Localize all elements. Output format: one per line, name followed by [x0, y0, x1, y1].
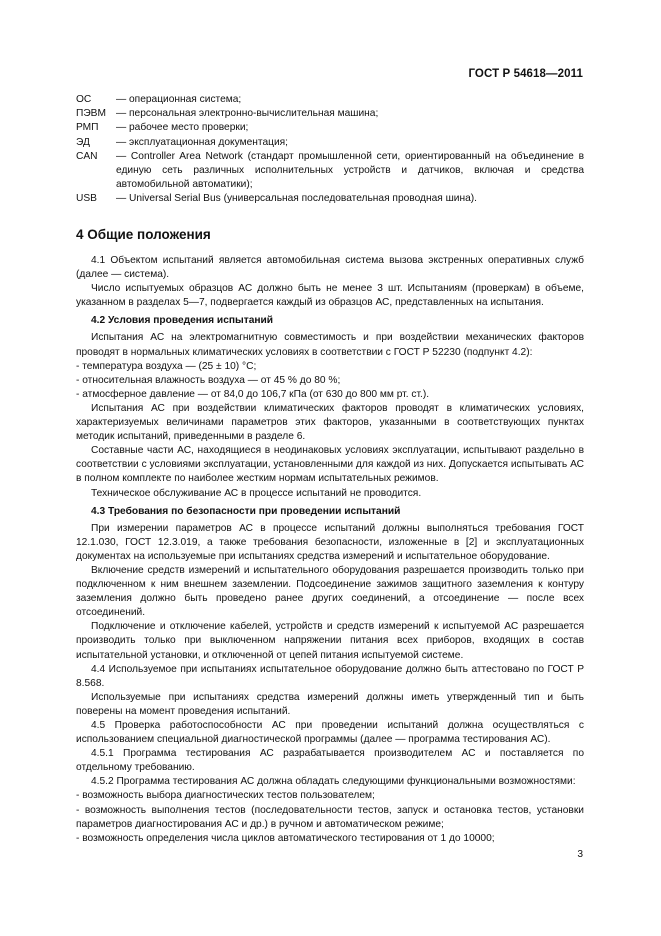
abbreviation-term: CAN — [76, 150, 98, 162]
paragraph: Используемые при испытаниях средства измерений должны иметь утвержденный тип и быть поверены на момент проведения испытаний. — [76, 691, 584, 717]
section-body — [76, 254, 584, 846]
abbreviation-term: ОС — [76, 94, 92, 105]
paragraph: Подключение и отключение кабелей, устройств и средств измерений к испытуемой АС разрешается производить только при выключенном напряжении питания всех приборов, входящих в состав испытательной установки, и отключенной от цепей питания испытуемой системе. — [76, 621, 584, 661]
paragraph: Испытания АС при воздействии климатических факторов проводят в климатических условиях, характеризуемых величинами параметров этих факторов, указанными в соответствующих пунктах методик испытаний, приведенными в разделе 6. — [76, 402, 584, 443]
paragraph: Испытания АС на электромагнитную совместимость и при воздействии механических факторов проводят в нормальных климатических условиях в соответствии с ГОСТ Р 52230 (подпункт 4.2): — [76, 332, 584, 358]
abbreviation-row — [76, 192, 584, 206]
list-item: - возможность определения числа циклов автоматического тестирования от 1 до 10000; — [76, 832, 495, 844]
abbreviation-definition: — эксплуатационная документация; — [116, 136, 288, 148]
paragraph: Составные части АС, находящиеся в неодинаковых условиях эксплуатации, испытывают раздельно в соответствии с условиями эксплуатации, установленными для каждой из них. Допускается испытывать АС в полном комплекте по наиболее жестким нормам испытательных режимов. — [76, 445, 584, 485]
abbreviation-definition: — персональная электронно-вычислительная машина; — [116, 108, 379, 120]
abbreviation-list — [76, 93, 584, 207]
abbreviation-term: РМП — [76, 122, 99, 134]
paragraph: При измерении параметров АС в процессе испытаний должны выполняться требования ГОСТ 12.1.030, ГОСТ 12.3.019, а также требования безопасности, изложенные в [2] и эксплуатационных документах на используемые при испытаниях средства измерений и испытательное оборудование. — [76, 522, 584, 562]
abbreviation-row — [76, 121, 584, 135]
abbreviation-term: USB — [76, 193, 97, 205]
abbreviation-term: ЭД — [76, 136, 90, 148]
section-heading: 4 Общие положения — [76, 227, 211, 242]
paragraph: 4.4 Используемое при испытаниях испытательное оборудование должно быть аттестовано по ГОСТ Р 8.568. — [76, 663, 584, 689]
paragraph: Включение средств измерений и испытательного оборудования разрешается производить только при подключенном к ним внешнем заземлении. Подсоединение зажимов защитного заземления к контуру заземления должно быть проведено ранее других соединений, а отсоединение — после всех отсоединений. — [76, 564, 584, 619]
abbreviation-term: ПЭВМ — [76, 108, 106, 120]
document-header: ГОСТ Р 54618—2011 — [468, 68, 583, 80]
abbreviation-definition: — операционная система; — [116, 94, 242, 105]
abbreviation-row — [76, 93, 584, 107]
paragraph: 4.5.1 Программа тестирования АС разрабатывается производителем АС и поставляется по отдельному требованию. — [76, 748, 584, 774]
abbreviation-definition: — рабочее место проверки; — [116, 122, 249, 134]
paragraph: 4.5.2 Программа тестирования АС должна обладать следующими функциональными возможностями: — [91, 776, 576, 788]
abbreviation-row — [76, 107, 584, 121]
list-item: - температура воздуха — (25 ± 10) °С; — [76, 360, 257, 372]
abbreviation-definition: — Universal Serial Bus (универсальная последовательная проводная шина). — [116, 193, 477, 205]
list-item: - возможность выполнения тестов (последовательности тестов, запуск и остановка тестов, установки параметров диагностирования АС и др.) в ручном и автоматическом режиме; — [76, 804, 584, 830]
list-item: - атмосферное давление — от 84,0 до 106,7 кПа (от 630 до 800 мм рт. ст.). — [76, 388, 430, 400]
paragraph: Техническое обслуживание АС в процессе испытаний не проводится. — [91, 487, 422, 499]
paragraph: 4.1 Объектом испытаний является автомобильная система вызова экстренных оперативных служб (далее — система). — [76, 255, 584, 281]
list-item: - возможность выбора диагностических тестов пользователем; — [76, 790, 375, 802]
subsection-heading: 4.2 Условия проведения испытаний — [91, 315, 274, 327]
page-number: 3 — [577, 849, 583, 860]
paragraph: Число испытуемых образцов АС должно быть не менее 3 шт. Испытаниям (проверкам) в объеме, указанном в разделах 5—7, подвергается каждый из образцов АС, представленных на испытания. — [76, 283, 584, 309]
abbreviation-row — [76, 150, 584, 193]
list-item: - относительная влажность воздуха — от 45 % до 80 %; — [76, 374, 341, 386]
paragraph: 4.5 Проверка работоспособности АС при проведении испытаний должна осуществляться с использованием специальной диагностической программы (далее — программа тестирования АС). — [76, 720, 584, 746]
abbreviation-row — [76, 136, 584, 150]
abbreviation-definition: — Controller Area Network (стандарт промышленной сети, ориентированный на объединение в единую сеть различных исполнительных устройств и датчиков, включая и средства автомобильной автоматики); — [116, 150, 584, 191]
subsection-heading: 4.3 Требования по безопасности при проведении испытаний — [91, 505, 401, 517]
